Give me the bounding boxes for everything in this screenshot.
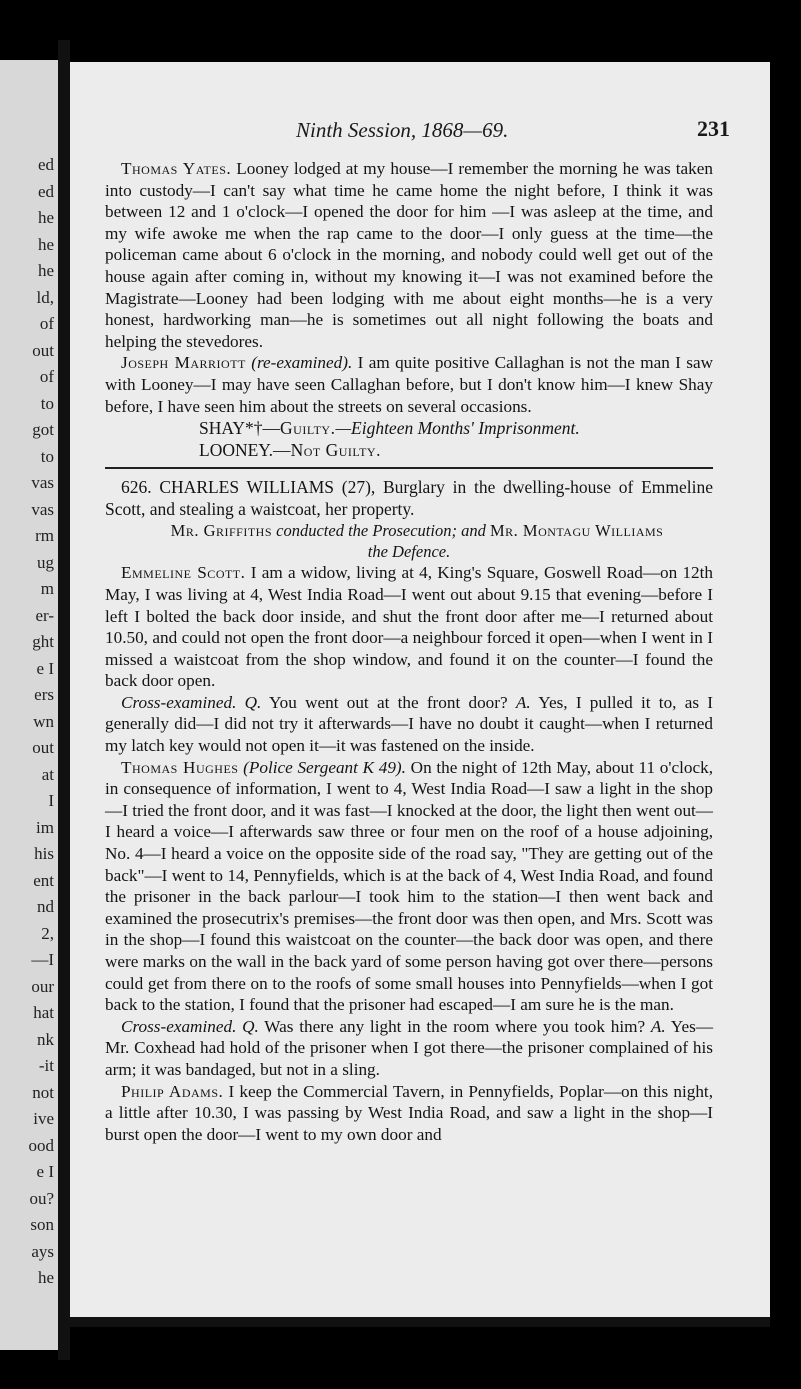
facing-page-fragment: got — [32, 420, 54, 439]
facing-page-edge — [0, 60, 58, 1350]
facing-page-fragment: er- — [35, 605, 54, 625]
counsel-text-end: the Defence. — [367, 542, 451, 562]
facing-page-fragment: ive — [33, 1109, 54, 1128]
verdict-looney — [105, 439, 713, 461]
facing-page-fragment: his — [34, 844, 54, 863]
facing-page-fragment: to — [40, 446, 54, 466]
witness-note: (re-examined). — [251, 353, 353, 373]
witness-name: Philip Adams. — [121, 1081, 224, 1101]
section-divider — [105, 467, 713, 469]
facing-page-fragment: ug — [37, 552, 54, 572]
testimony-marriott — [105, 352, 713, 417]
testimony-text: I am a widow, living at 4, King's Square, Goswell Road—on 12th May, I was living at 4, West India Road—I went out about 9.15 that evening—before I left I bolted the back door inside, and shut the front door after me—I returned about 10.50, and could not open the front door—a neighbour forced it open—when I went in I missed a waistcoat from the shop window, and found it on the counter—I found the back door open. — [105, 563, 713, 691]
facing-page-fragment: vas — [31, 499, 54, 519]
page-body — [105, 158, 713, 1145]
testimony-hughes — [105, 757, 713, 1016]
answer-text: Yes—Mr. Coxhead had hold of the prisoner when I got there—the prisoner complained of his arm; it was bandaged, but not in a sling. — [105, 1016, 714, 1079]
facing-page-fragment: —I — [31, 950, 54, 969]
facing-page-fragment: ed — [37, 155, 54, 174]
verdict: Guilty. — [280, 418, 336, 439]
testimony-scott — [105, 562, 713, 692]
facing-page-fragment: ld, — [36, 287, 54, 307]
question-text: You went out at the front door? — [261, 692, 516, 712]
case-heading: 626. CHARLES WILLIAMS (27), Burglary in the dwelling-house of Emmeline Scott, and stealing a waistcoat, her property. — [105, 477, 713, 519]
defence-counsel: Mr. Montagu Williams — [489, 521, 664, 541]
page-header — [70, 118, 770, 148]
defendant-name: SHAY*†— — [199, 418, 281, 439]
facing-page-fragment: he — [37, 1268, 54, 1287]
question-text: Was there any light in the room where you took him? — [258, 1016, 651, 1036]
witness-name: Thomas Yates. — [121, 159, 232, 178]
facing-page-fragment: out — [32, 340, 54, 360]
counsel-line — [105, 520, 713, 562]
answer-marker: A. — [515, 692, 531, 712]
facing-page-fragment: wn — [33, 711, 54, 731]
cross-exam-scott — [105, 692, 713, 757]
facing-page-fragment: ed — [37, 181, 54, 201]
facing-page-fragment: son — [30, 1215, 54, 1234]
book-gutter — [58, 40, 70, 1360]
witness-name: Joseph Marriott — [121, 353, 246, 373]
facing-page-fragment: hat — [33, 1003, 54, 1022]
counsel-text: conducted the Prosecution; and — [272, 521, 490, 541]
witness-note: (Police Sergeant K 49). — [243, 757, 406, 777]
facing-page-fragment: of — [39, 367, 54, 386]
question-marker: Q. — [236, 692, 262, 712]
sentence: —Eighteen Months' Imprisonment. — [335, 418, 580, 439]
facing-page-fragment: at — [41, 764, 54, 784]
facing-page-fragment: rm — [35, 526, 54, 545]
cross-label: Cross-examined. — [121, 1016, 237, 1036]
facing-page-fragment: e I — [36, 1162, 54, 1181]
answer-marker: A. — [650, 1016, 666, 1036]
testimony-text: I keep the Commercial Tavern, in Pennyfields, Poplar—on this night, a little after 10.30, I was passing by West India Road, and saw a light in the shop—I burst open the door—I went to my own door and — [105, 1081, 713, 1144]
facing-page-fragment: out — [32, 738, 54, 757]
facing-page-fragment: nk — [37, 1029, 54, 1049]
facing-page-fragment: ent — [33, 870, 54, 890]
facing-page-fragment: m — [40, 579, 54, 598]
facing-page-fragment: he — [37, 208, 54, 227]
question-marker: Q. — [236, 1016, 259, 1036]
facing-page-fragment: ers — [34, 685, 54, 704]
facing-page-fragment: ood — [28, 1135, 54, 1155]
book-page — [70, 62, 770, 1317]
facing-page-fragment: -it — [38, 1056, 54, 1075]
facing-page-fragment: vas — [31, 473, 54, 492]
testimony-text: I am quite positive Callaghan is not the man I saw with Looney—I may have seen Callaghan before, but I don't know him—I knew Shay before, I have seen him about the streets on several occasions. — [105, 353, 713, 416]
facing-page-fragment: of — [39, 314, 54, 333]
verdict-shay — [105, 417, 713, 439]
facing-page-fragment: e I — [36, 658, 54, 678]
facing-page-fragment: ou? — [29, 1188, 54, 1208]
cross-exam-hughes — [105, 1016, 713, 1081]
facing-page-fragment: ays — [31, 1241, 54, 1261]
facing-page-fragment: nd — [37, 897, 54, 916]
testimony-adams — [105, 1081, 713, 1146]
page-number: 231 — [697, 116, 730, 141]
facing-page-fragment: our — [31, 976, 54, 996]
facing-page-fragment: he — [37, 234, 54, 254]
answer-text: Yes, I pulled it to, as I generally did—I did not try it afterwards—I have no doubt it caught—when I returned my latch key would not open it—it was fastened on the inside. — [105, 692, 714, 756]
page-bottom-shadow — [70, 1317, 770, 1327]
facing-page-fragment: to — [40, 393, 54, 413]
prosecution-counsel: Mr. Griffiths — [170, 521, 273, 541]
facing-page-fragment: not — [32, 1082, 54, 1102]
verdict: Not Guilty. — [290, 440, 381, 461]
testimony-yates — [105, 158, 713, 352]
facing-page-fragment: im — [36, 817, 54, 837]
witness-name: Emmeline Scott. — [121, 563, 246, 583]
facing-page-fragment: I — [48, 791, 54, 810]
defendant-name: LOONEY.— — [199, 440, 291, 461]
cross-label: Cross-examined. — [121, 692, 237, 712]
running-head: Ninth Session, 1868—69. — [296, 118, 509, 142]
facing-page-fragment: 2, — [41, 923, 54, 943]
facing-page-fragment: ght — [32, 632, 54, 651]
testimony-text: On the night of 12th May, about 11 o'clock, in consequence of information, I went to 4, West India Road—I saw a light in the shop—I tried the front door, and it was fast—I knocked at the door, the light then went out—I heard a voice—I afterwards saw three or four men on the roof of a house adjoining, No. 4—I heard a voice on the opposite side of the road say, "They are getting out of the back"—I went to 14, Pennyfields, which is at the back of 4, West India Road, and found the prisoner in the back parlour—I took him to the station—I then went back and examined the prosecutrix's premises—the front door was then open, and Mrs. Scott was in the shop—I found this waistcoat on the counter—the back door was open, and there were marks on the wall in the back yard of some person having got over there—persons could get from there on to the roofs of some small houses into Pennyfields—when I got back to the station, I found that the prisoner had escaped—I am sure he is the man. — [105, 757, 713, 1015]
testimony-text: Looney lodged at my house—I remember the morning he was taken into custody—I can't say what time he came home the night before, I think it was between 12 and 1 o'clock—I opened the door for him —I was asleep at the time, and my wife awoke me when the rap came to the door—I only guess at the time—the policeman came about 6 o'clock in the morning, and nobody could well get out of the house again after coming in, without my knowing it—I was not examined before the Magistrate—Looney had been lodging with me about eight months—he is a very honest, hardworking man—he is sometimes out all night following the boats and helping the stevedores. — [105, 159, 713, 351]
witness-name: Thomas Hughes — [121, 757, 239, 777]
facing-page-fragment: he — [37, 261, 54, 280]
